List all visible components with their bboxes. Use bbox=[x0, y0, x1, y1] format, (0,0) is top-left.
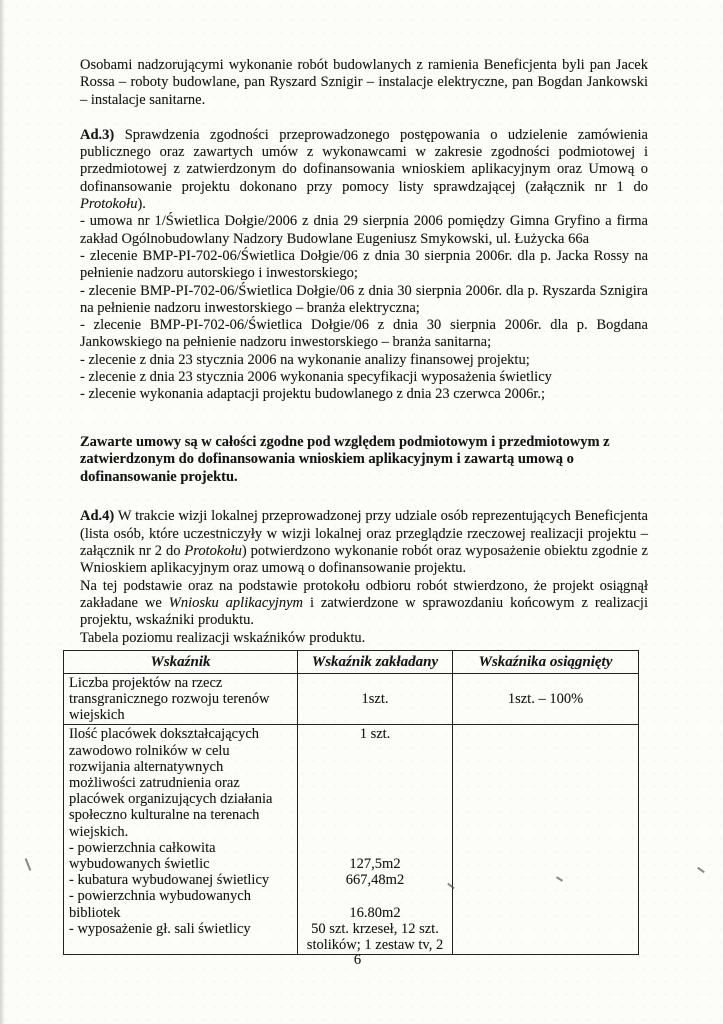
paragraph-list-zlecenie-jankowski bbox=[80, 317, 648, 352]
text-segment: ) potwierdzono wykonanie robót oraz wyposażenie obiektu zgodnie z Wnioskiem aplikacyjnym oraz umową o dofinansowanie projektu. bbox=[80, 543, 648, 577]
table-header-row bbox=[64, 650, 639, 673]
table-line bbox=[301, 840, 449, 856]
table-header-target: Wskaźnik zakładany bbox=[298, 650, 453, 673]
table-line: 1szt. bbox=[361, 691, 389, 707]
table-line: - powierzchnia całkowita bbox=[69, 839, 216, 856]
table-line bbox=[456, 824, 635, 840]
table-line: 1 szt. bbox=[359, 726, 391, 743]
table-line bbox=[456, 921, 635, 937]
table-line bbox=[456, 775, 635, 791]
table-line bbox=[67, 937, 294, 953]
paragraph-ad3-intro bbox=[80, 127, 648, 213]
table-header-indicator: Wskaźnik bbox=[64, 650, 298, 673]
table-line: społeczno kulturalne na terenach bbox=[69, 807, 260, 824]
table-line: wybudowanych świetlic bbox=[69, 856, 210, 873]
paragraph-table-caption bbox=[80, 630, 648, 647]
table-line: transgranicznego rozwoju terenów bbox=[69, 691, 270, 707]
text-segment: - umowa nr 1/Świetlica Dołgie/2006 z dnia 29 sierpnia 2006 pomiędzy Gimna Gryfino a firma zakład Ogólnobudowlany Nadzory Budowlane Eugeniusz Smykowski, ul. Łużycka 66a bbox=[80, 213, 648, 247]
paragraph-conclusion bbox=[80, 578, 648, 630]
text-segment: Sprawdzenia zgodności przeprowadzonego postępowania o udzielenie zamówienia publicznego oraz zawartych umów z wykonawcami w zakresie zgodności podmiotowej i przedmiotowej z zatwierdzonym do dofinansowania wnioskiem aplikacyjnym oraz Umową o dofinansowanie projektu dokonano przy pomocy listy sprawdzającej (załącznik nr 1 do bbox=[80, 126, 648, 195]
text-segment: Ad.4) bbox=[80, 508, 115, 525]
table-line: zawodowo rolników w celu bbox=[69, 742, 230, 759]
achieved-cell bbox=[453, 725, 639, 955]
table-line: - wyposażenie gł. sali świetlicy bbox=[69, 920, 251, 937]
table-line bbox=[301, 759, 449, 775]
table-line bbox=[456, 743, 635, 759]
table-line bbox=[456, 840, 635, 856]
table-line: rozwijania alternatywnych bbox=[69, 758, 224, 775]
table-line bbox=[456, 675, 635, 691]
table-line: 1szt. – 100% bbox=[507, 691, 584, 707]
table-line bbox=[456, 791, 635, 807]
scan-artifact-tick bbox=[697, 867, 705, 873]
table-line bbox=[301, 743, 449, 759]
table-line bbox=[456, 888, 635, 904]
text-segment: Osobami nadzorującymi wykonanie robót budowlanych z ramienia Beneficjenta byli pan Jacek Rossa – roboty budowlane, pan Ryszard Sznigir – instalacje elektryczne, pan Bogdan Jankowski – instalacje sanitarne. bbox=[80, 57, 648, 108]
paragraph-intro bbox=[80, 57, 648, 109]
table-line bbox=[301, 707, 449, 723]
table-row-1 bbox=[64, 673, 639, 725]
document-content bbox=[69, 57, 648, 955]
text-segment: - zlecenie BMP-PI-702-06/Świetlica Dołgie/06 z dnia 30 sierpnia 2006r. dla p. Bogdana Jankowskiego na pełnienie nadzoru inwestorskiego – branża sanitarna; bbox=[80, 317, 648, 351]
text-segment: Protokołu bbox=[184, 543, 242, 560]
table-line: bibliotek bbox=[69, 904, 121, 921]
paragraph-list-analiza bbox=[80, 352, 648, 369]
table-line bbox=[301, 791, 449, 807]
table-line: placówek organizujących działania bbox=[69, 791, 273, 808]
table-line: możliwości zatrudnienia oraz bbox=[69, 775, 240, 792]
text-segment: Na tej podstawie oraz na podstawie protokołu odbioru robót stwierdzono, że projekt osiągnął zakładane we bbox=[80, 577, 648, 611]
achieved-cell bbox=[453, 673, 639, 725]
text-segment: i zatwierdzone w sprawozdaniu końcowym z realizacji projektu, wskaźniki produktu. bbox=[80, 594, 648, 629]
text-segment: - zlecenie BMP-PI-702-06/Świetlica Dołgie/06 z dnia 30 sierpnia 2006r. dla p. Ryszarda Sznigira na pełnienie nadzoru inwestorskiego – branża elektryczna; bbox=[80, 282, 648, 316]
table-line: wiejskich. bbox=[69, 823, 129, 840]
paragraph-list-zlecenie-sznigir bbox=[80, 283, 648, 318]
table-line bbox=[301, 775, 449, 791]
table-line bbox=[301, 824, 449, 840]
paragraph-list-zlecenie-rossa bbox=[80, 248, 648, 283]
paragraph-list-specyfikacja bbox=[80, 369, 648, 386]
paragraph-list-adaptacja bbox=[80, 386, 648, 403]
table-line: Ilość placówek dokształcających bbox=[69, 726, 260, 743]
table-header-achieved: Wskaźnika osiągnięty bbox=[453, 650, 639, 673]
target-cell bbox=[298, 673, 453, 725]
text-segment: Protokołu bbox=[80, 196, 138, 213]
text-segment: ). bbox=[137, 196, 146, 213]
table-line bbox=[456, 872, 635, 888]
indicator-cell bbox=[64, 725, 298, 955]
text-segment: Zawarte umowy są w całości zgodne pod względem podmiotowym i przedmiotowym z zatwierdzonym do dofinansowania wnioskiem aplikacyjnym i zawartą umową o dofinansowanie projektu. bbox=[80, 433, 610, 485]
document-body bbox=[80, 57, 648, 647]
text-segment: - zlecenie wykonania adaptacji projektu budowlanego z dnia 23 czerwca 2006r.; bbox=[80, 386, 546, 403]
text-segment: - zlecenie z dnia 23 stycznia 2006 wykonania specyfikacji wyposażenia świetlicy bbox=[80, 369, 552, 386]
table-line: - kubatura wybudowanej świetlicy bbox=[69, 872, 270, 889]
table-line bbox=[456, 937, 635, 953]
table-line bbox=[456, 905, 635, 921]
text-segment: Tabela poziomu realizacji wskaźników produktu. bbox=[80, 629, 366, 646]
table-line: 667,48m2 bbox=[345, 872, 405, 889]
paragraph-ad4-intro bbox=[80, 508, 648, 577]
table-line bbox=[456, 707, 635, 723]
table-line bbox=[301, 807, 449, 823]
table-line: 16.80m2 bbox=[349, 904, 401, 921]
table-line bbox=[301, 888, 449, 904]
text-segment: Ad.3) bbox=[80, 126, 115, 143]
table-line: stolików; 1 zestaw tv, 2 bbox=[306, 937, 444, 954]
paragraph-summary-bold bbox=[80, 434, 610, 487]
target-cell bbox=[298, 725, 453, 955]
table-line bbox=[456, 759, 635, 775]
table-line: - powierzchnia wybudowanych bbox=[69, 888, 251, 905]
table-line bbox=[456, 807, 635, 823]
scan-edge-shadow bbox=[0, 0, 5, 1024]
indicator-cell bbox=[64, 673, 298, 725]
table-line: 50 szt. krzeseł, 12 szt. bbox=[311, 920, 439, 937]
table-line bbox=[456, 726, 635, 742]
text-segment: - zlecenie BMP-PI-702-06/Świetlica Dołgie/06 z dnia 30 sierpnia 2006r. dla p. Jacka Rossy na pełnienie nadzoru autorskiego i inwestorskiego; bbox=[80, 247, 648, 282]
scan-artifact-backslash bbox=[25, 858, 32, 871]
table-line bbox=[301, 675, 449, 691]
table-row-2 bbox=[64, 725, 639, 955]
table-line: 127,5m2 bbox=[349, 856, 401, 873]
indicators-table bbox=[63, 650, 639, 955]
table-line: Liczba projektów na rzecz bbox=[69, 674, 223, 691]
table-line: wiejskich bbox=[69, 707, 125, 724]
text-segment: - zlecenie z dnia 23 stycznia 2006 na wykonanie analizy finansowej projektu; bbox=[80, 351, 530, 368]
text-segment: W trakcie wizji lokalnej przeprowadzonej przy udziale osób reprezentujących Beneficjenta (lista osób, które uczestniczyły w wizji lokalnej oraz przeglądzie rzeczowej realizacji projektu – załącznik nr 2 do bbox=[80, 508, 648, 560]
paragraph-list-umowa bbox=[80, 213, 648, 248]
page-number: 6 bbox=[353, 952, 362, 968]
table-line bbox=[456, 856, 635, 872]
text-segment: Wniosku aplikacyjnym bbox=[168, 594, 303, 611]
